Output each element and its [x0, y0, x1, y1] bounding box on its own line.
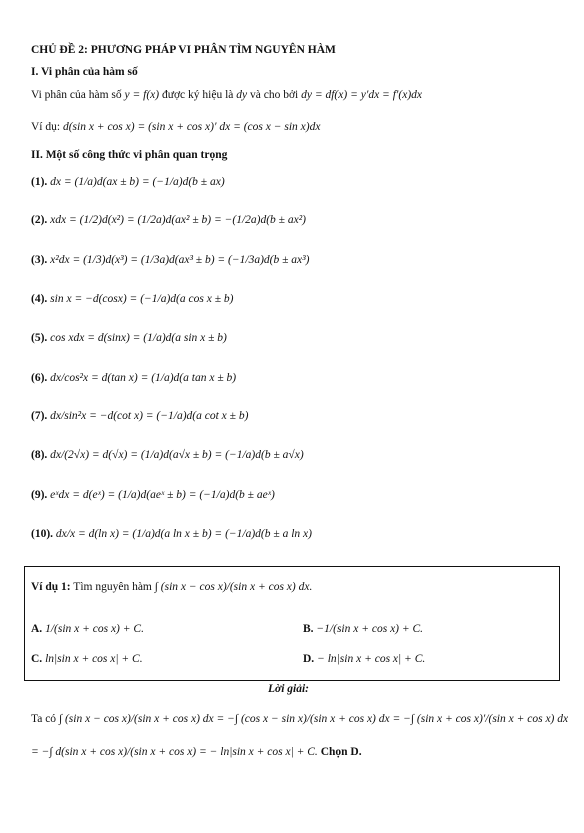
- formula-row: [31, 213, 306, 227]
- option-a: [31, 622, 144, 636]
- formula-number: (2).: [31, 214, 48, 226]
- formula-number: (1).: [31, 176, 48, 188]
- definition-text-a: Vi phân của hàm số: [31, 89, 122, 101]
- formula-number: (10).: [31, 528, 54, 540]
- option-a-text: 1/(sin x + cos x) + C.: [45, 623, 144, 635]
- formula-text: dx/cos²x = d(tan x) = (1/a)d(a tan x ± b): [50, 372, 237, 384]
- formula-row: [31, 409, 248, 423]
- definition-text-c: và cho bởi: [250, 89, 299, 101]
- option-c-text: ln|sin x + cos x| + C.: [45, 653, 143, 665]
- option-b-label: B.: [303, 623, 314, 635]
- formula-row: [31, 448, 304, 462]
- formula-text: x²dx = (1/3)d(x³) = (1/3a)d(ax³ ± b) = (−1/3a)d(b ± ax³): [50, 254, 310, 266]
- example-1-integrand: ∫ (sin x − cos x)/(sin x + cos x) dx.: [154, 581, 313, 593]
- formula-text: cos xdx = d(sinx) = (1/a)d(a sin x ± b): [50, 332, 227, 344]
- formula-number: (7).: [31, 410, 48, 422]
- solution-lead: Ta có: [31, 713, 57, 725]
- option-d-label: D.: [303, 653, 315, 665]
- formula-row: [31, 175, 225, 189]
- option-d: [303, 652, 425, 666]
- formula-text: eˣdx = d(eˣ) = (1/a)d(aeˣ ± b) = (−1/a)d(b ± aeˣ): [50, 489, 275, 501]
- solution-heading: Lời giải:: [268, 683, 309, 695]
- formula-text: xdx = (1/2)d(x²) = (1/2a)d(ax² ± b) = −(1/2a)d(b ± ax²): [50, 214, 306, 226]
- example-formula: d(sin x + cos x) = (sin x + cos x)′ dx = (cos x − sin x)dx: [62, 121, 321, 133]
- formula-row: [31, 253, 309, 267]
- formula-row: [31, 527, 312, 541]
- definition-text-b: được ký hiệu là: [161, 89, 234, 101]
- formula-number: (9).: [31, 489, 48, 501]
- example-label: Ví dụ:: [31, 121, 61, 133]
- definition-line: [31, 88, 422, 102]
- formula-number: (8).: [31, 449, 48, 461]
- formula-number: (6).: [31, 372, 48, 384]
- doc-title: CHỦ ĐỀ 2: PHƯƠNG PHÁP VI PHÂN TÌM NGUYÊN HÀM: [31, 44, 336, 56]
- option-d-text: − ln|sin x + cos x| + C.: [317, 653, 426, 665]
- solution-choice: Chọn D.: [320, 746, 362, 758]
- option-c: [31, 652, 143, 666]
- solution-step-1: ∫ (sin x − cos x)/(sin x + cos x) dx = −∫ (cos x − sin x)/(sin x + cos x) dx = −∫ (sin x + cos x)′/(sin x + cos x) dx: [58, 713, 569, 725]
- formula-number: (5).: [31, 332, 48, 344]
- formula-number: (4).: [31, 293, 48, 305]
- definition-function: y = f(x): [124, 89, 160, 101]
- option-c-label: C.: [31, 653, 43, 665]
- formula-text: dx = (1/a)d(ax ± b) = (−1/a)d(b ± ax): [50, 176, 225, 188]
- example-1-prompt: Tìm nguyên hàm: [73, 581, 152, 593]
- example-1-label: Ví dụ 1:: [31, 581, 71, 593]
- example-1-question: [31, 580, 312, 594]
- formula-text: dx/x = d(ln x) = (1/a)d(a ln x ± b) = (−1/a)d(b ± a ln x): [55, 528, 312, 540]
- section-1-heading: I. Vi phân của hàm số: [31, 66, 138, 78]
- formula-number: (3).: [31, 254, 48, 266]
- formula-row: [31, 331, 227, 345]
- option-a-label: A.: [31, 623, 43, 635]
- formula-text: dx/sin²x = −d(cot x) = (−1/a)d(a cot x ± b): [50, 410, 249, 422]
- formula-row: [31, 371, 236, 385]
- section-2-heading: II. Một số công thức vi phân quan trọng: [31, 149, 228, 161]
- formula-row: [31, 488, 275, 502]
- formula-text: dx/(2√x) = d(√x) = (1/a)d(a√x ± b) = (−1/a)d(b ± a√x): [50, 449, 304, 461]
- formula-text: sin x = −d(cosx) = (−1/a)d(a cos x ± b): [50, 293, 234, 305]
- option-b-text: −1/(sin x + cos x) + C.: [316, 623, 424, 635]
- solution-line-1: [31, 712, 568, 726]
- solution-line-2: [31, 745, 362, 759]
- definition-formula: dy = df(x) = y′dx = f′(x)dx: [301, 89, 423, 101]
- example-line: [31, 120, 320, 134]
- solution-step-2: = −∫ d(sin x + cos x)/(sin x + cos x) = − ln|sin x + cos x| + C.: [31, 746, 318, 758]
- formula-row: [31, 292, 233, 306]
- option-b: [303, 622, 423, 636]
- definition-dy: dy: [236, 89, 248, 101]
